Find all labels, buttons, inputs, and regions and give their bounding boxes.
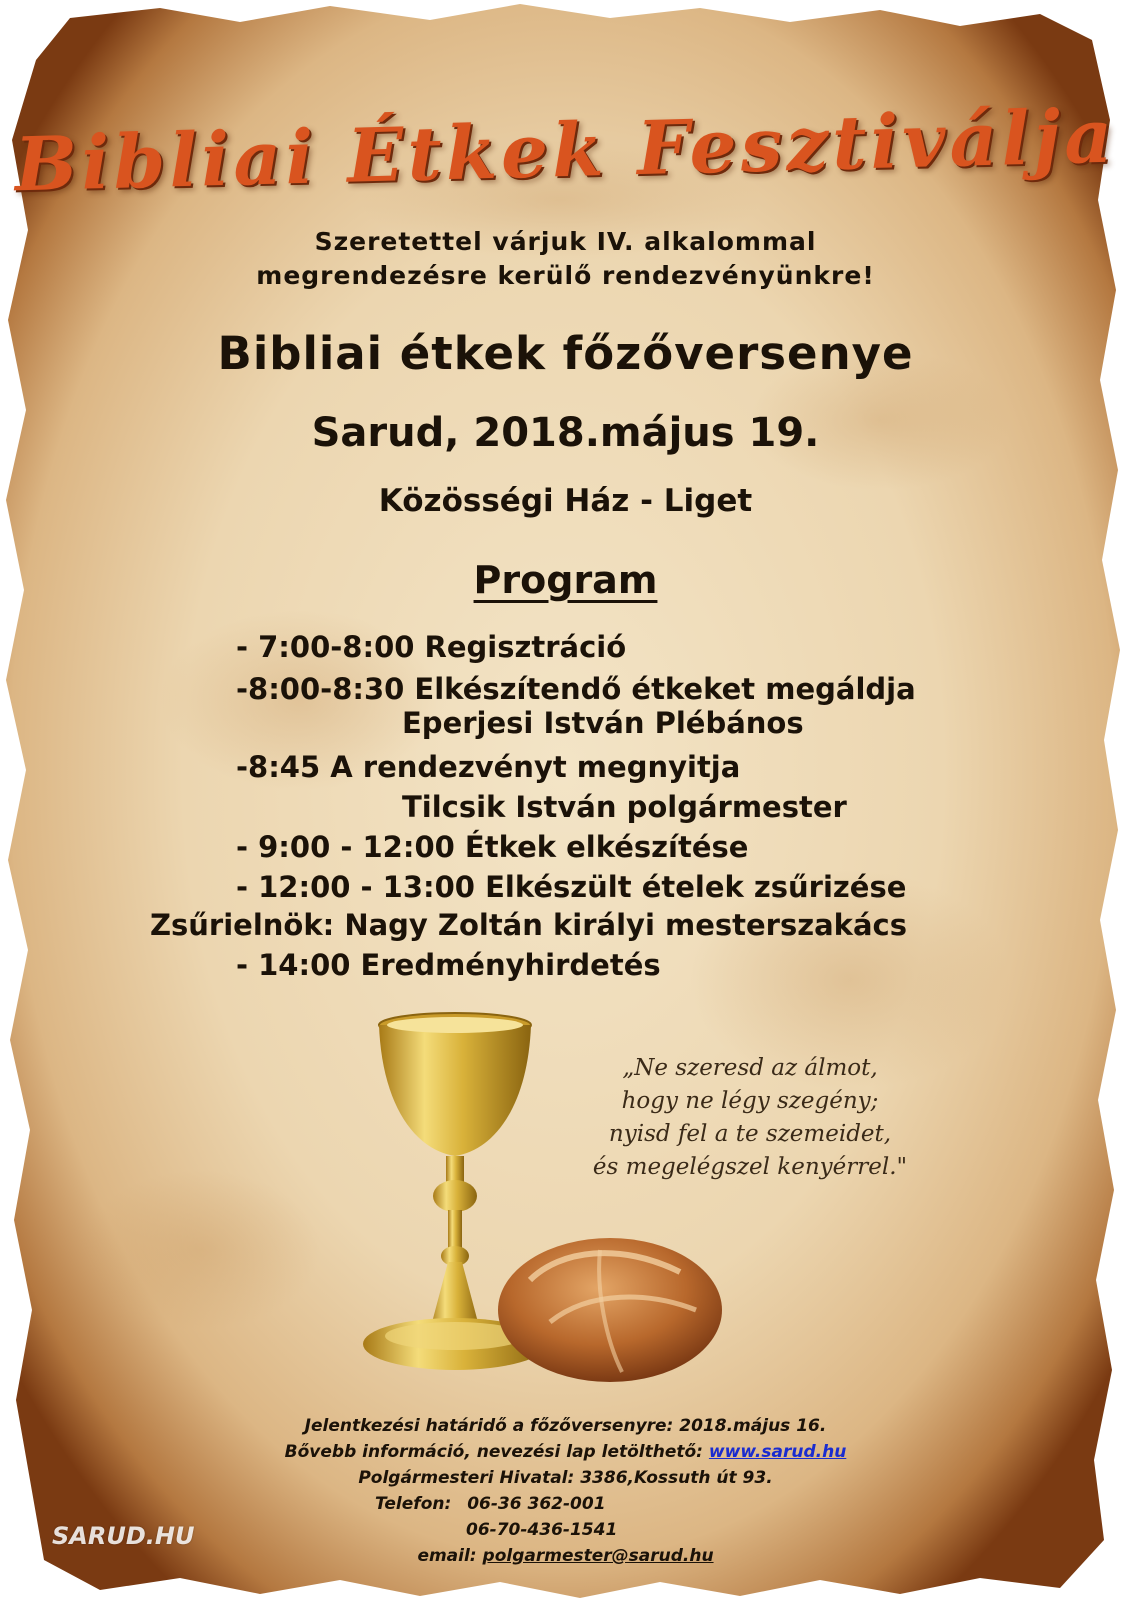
phone-number-2: 06-70-436-1541 xyxy=(466,1520,618,1540)
invitation-text xyxy=(0,225,1131,293)
festival-title: Bibliai Étkek Fesztiválja xyxy=(13,93,1118,209)
phone-label: Telefon: xyxy=(375,1494,452,1514)
event-date: Sarud, 2018.május 19. xyxy=(311,410,820,456)
program-item: -8:00-8:30 Elkészítendő étkeket megáldja xyxy=(236,672,916,706)
quote-line: hogy ne légy szegény; xyxy=(621,1088,879,1114)
quote-line: nyisd fel a te szemeidet, xyxy=(608,1121,892,1147)
quote-line: és megelégszel kenyérrel." xyxy=(592,1154,908,1180)
quote-line: „Ne szeresd az álmot, xyxy=(622,1055,878,1081)
program-item: Zsűrielnök: Nagy Zoltán királyi mesterszakács xyxy=(150,908,907,942)
event-venue: Közösségi Ház - Liget xyxy=(378,483,753,519)
phone-line xyxy=(375,1494,606,1514)
deadline-text: Jelentkezési határidő a főzőversenyre: 2018.május 16. xyxy=(304,1416,827,1436)
email-label: email: xyxy=(417,1546,477,1566)
bible-quote xyxy=(560,1052,940,1184)
invitation-line-1: Szeretettel várjuk IV. alkalommal xyxy=(314,227,817,256)
invitation-line-2: megrendezésre kerülő rendezvényünkre! xyxy=(256,261,875,290)
info-line xyxy=(0,1442,1131,1462)
program-item: - 7:00-8:00 Regisztráció xyxy=(236,630,627,664)
watermark: SARUD.HU xyxy=(52,1522,195,1550)
phone-number-1: 06-36 362-001 xyxy=(467,1494,606,1514)
info-prefix: Bővebb információ, nevezési lap letölthető: xyxy=(284,1442,709,1462)
program-item: -8:45 A rendezvényt megnyitja xyxy=(236,750,741,784)
program-item: Eperjesi István Plébános xyxy=(402,706,804,740)
bread-icon xyxy=(498,1238,722,1382)
website-link[interactable]: www.sarud.hu xyxy=(708,1442,847,1462)
competition-title: Bibliai étkek főzőversenye xyxy=(217,327,914,380)
program-item: Tilcsik István polgármester xyxy=(402,790,847,824)
program-heading: Program xyxy=(473,558,658,602)
program-item: - 12:00 - 13:00 Elkészült ételek zsűrizése xyxy=(236,870,907,904)
office-address: Polgármesteri Hivatal: 3386,Kossuth út 93. xyxy=(358,1468,773,1488)
email-link[interactable]: polgarmester@sarud.hu xyxy=(482,1546,714,1566)
program-item: - 14:00 Eredményhirdetés xyxy=(236,948,661,982)
program-item: - 9:00 - 12:00 Étkek elkészítése xyxy=(236,830,749,864)
